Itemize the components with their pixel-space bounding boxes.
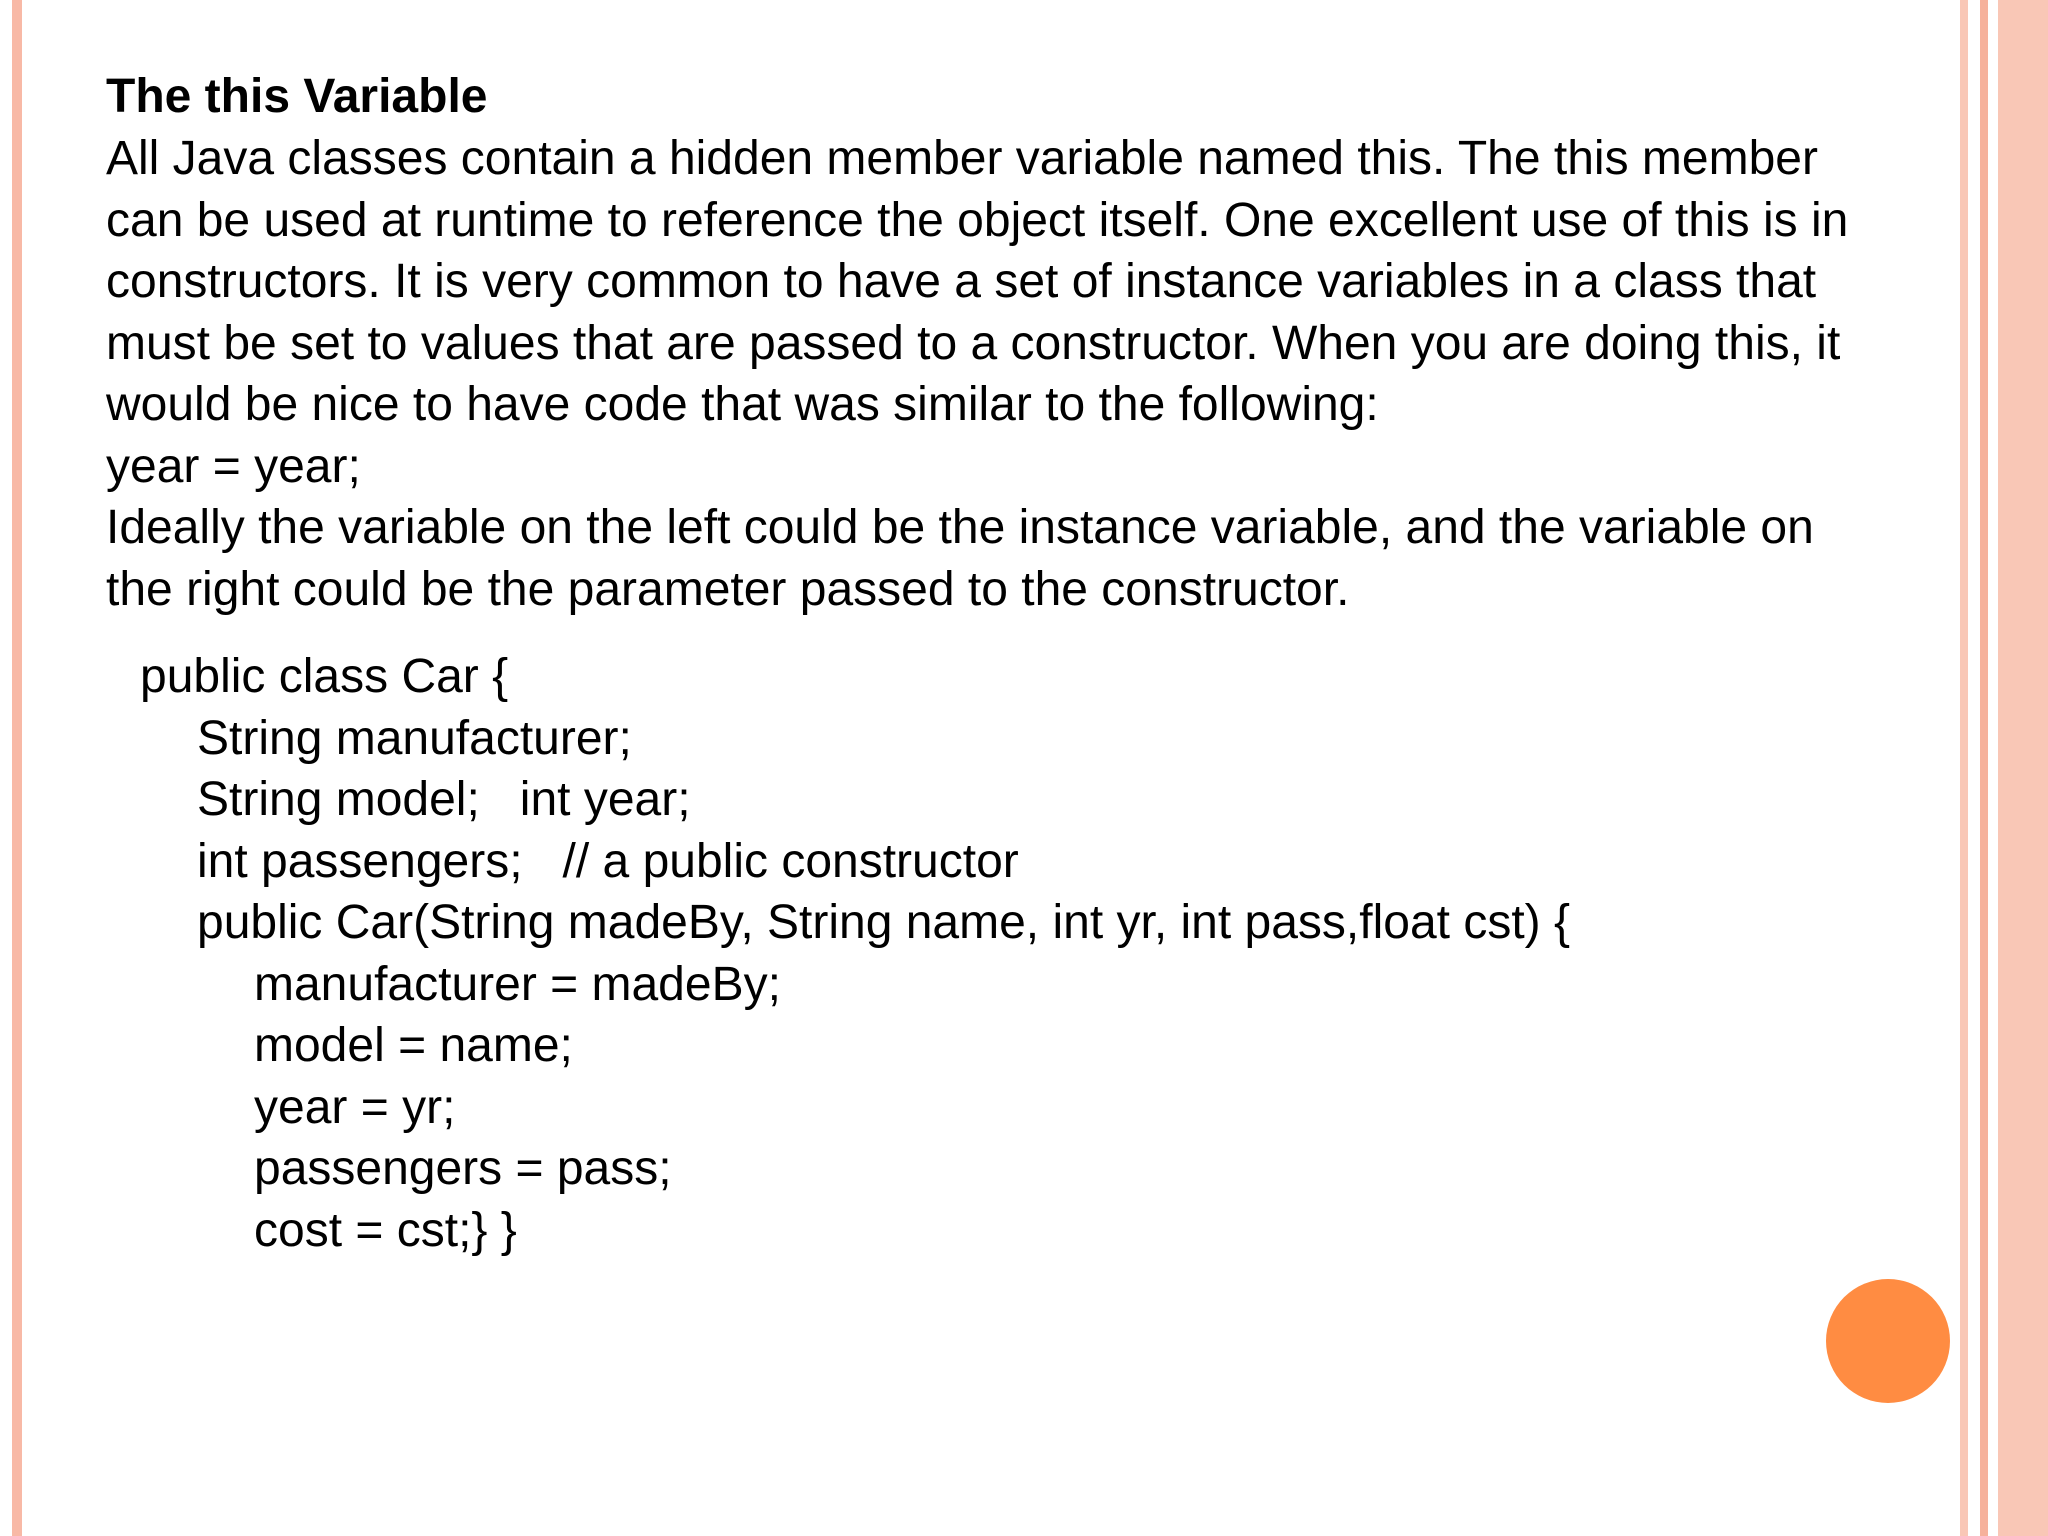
left-decorative-stripe xyxy=(12,0,22,1536)
right-band-gap-2 xyxy=(1988,0,1998,1536)
paragraph-line: constructors. It is very common to have a set of instance variables in a class that xyxy=(106,255,1817,308)
right-band-gap xyxy=(1968,0,1980,1536)
code-line: String model; int year; xyxy=(197,773,691,826)
code-line: manufacturer = madeBy; xyxy=(254,957,781,1011)
code-line: int passengers; // a public constructor xyxy=(197,834,1019,888)
right-decorative-band-middle xyxy=(1980,0,1988,1536)
code-line: public Car(String madeBy, String name, int yr, int pass,float cst) { xyxy=(197,896,1571,949)
slide-content xyxy=(106,66,1961,620)
code-sample xyxy=(140,646,1570,1261)
paragraph-line: All Java classes contain a hidden member variable named this. The this member xyxy=(106,132,1818,185)
paragraph-line: the right could be the parameter passed to the constructor. xyxy=(106,562,1350,616)
code-line: passengers = pass; xyxy=(254,1142,672,1195)
code-line: String manufacturer; xyxy=(197,711,632,765)
paragraph-line: must be set to values that are passed to a constructor. When you are doing this, it xyxy=(106,316,1841,370)
paragraph-line: can be used at runtime to reference the object itself. One excellent use of this is in xyxy=(106,193,1849,247)
code-line: public class Car { xyxy=(140,650,509,703)
right-decorative-band-inner xyxy=(1960,0,1968,1536)
paragraph-line: year = year; xyxy=(106,439,361,493)
paragraph-line: Ideally the variable on the left could be the instance variable, and the variable on xyxy=(106,501,1814,554)
code-line: cost = cst;} } xyxy=(254,1203,517,1257)
paragraph-line: would be nice to have code that was similar to the following: xyxy=(106,378,1379,431)
code-line: year = yr; xyxy=(254,1080,456,1134)
right-decorative-band-outer xyxy=(1998,0,2048,1536)
slide-title: The this Variable xyxy=(106,70,488,123)
orange-accent-dot xyxy=(1826,1279,1950,1403)
code-line: model = name; xyxy=(254,1019,573,1072)
